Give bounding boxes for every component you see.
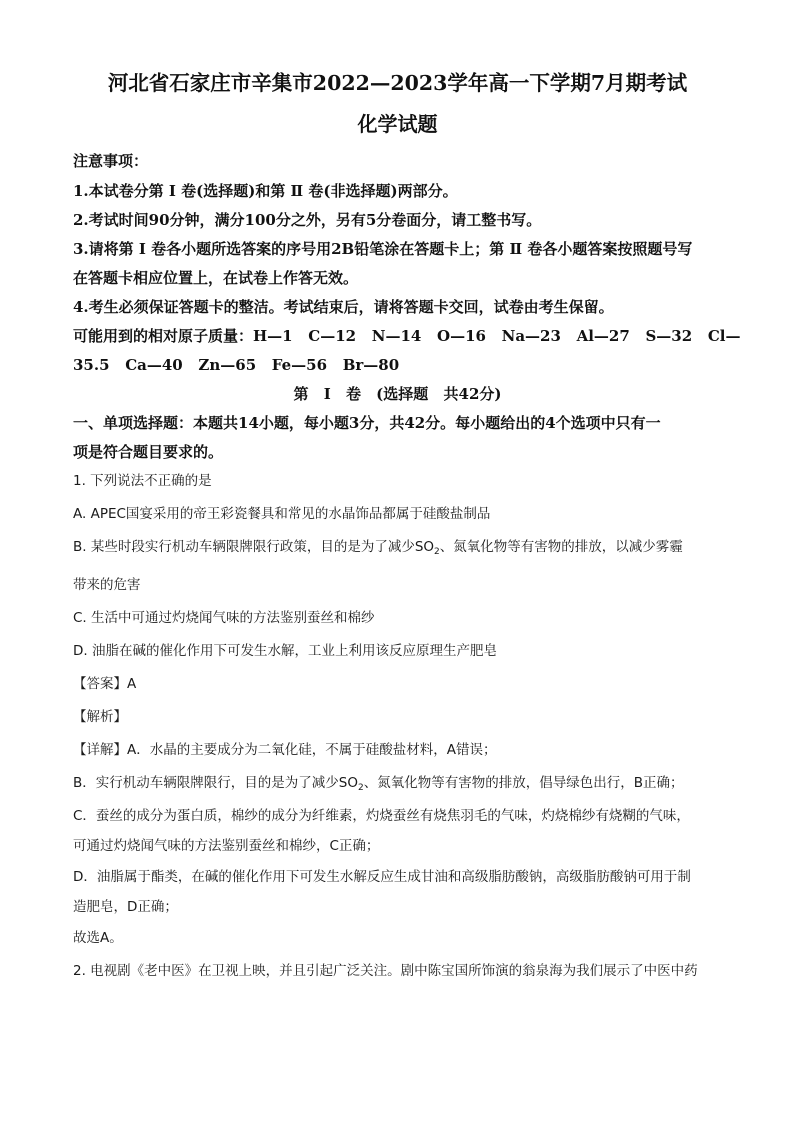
answer-line <box>73 675 722 694</box>
section-instruction <box>73 413 722 462</box>
detail-c-line-2: 可通过灼烧闻气味的方法鉴别蚕丝和棉纱，C正确； <box>73 838 380 854</box>
note-item-3-line-2: 在答题卡相应位置上，在试卷上作答无效。 <box>73 269 359 287</box>
detail-a <box>73 741 722 760</box>
note-item-3-line-1: 3.请将第 Ⅰ 卷各小题所选答案的序号用2B铅笔涂在答题卡上；第 Ⅱ 卷各小题答案按照题号写 <box>73 240 693 258</box>
detail-b-subscript: 2 <box>357 783 364 793</box>
question-1-option-b-cont: 带来的危害 <box>73 577 141 593</box>
note-item-4: 4.考生必须保证答题卡的整洁。考试结束后，请将答题卡交回，试卷由考生保留。 <box>73 298 614 316</box>
question-1-stem: 1. 下列说法不正确的是 <box>73 473 212 489</box>
detail-d <box>73 868 722 917</box>
option-b-subscript: 2 <box>434 547 440 557</box>
atomic-masses-line-2: 35.5 Ca—40 Zn—65 Fe—56 Br—80 <box>73 356 400 374</box>
section-instruction-line-1: 一、单项选择题：本题共14小题，每小题3分，共42分。每小题给出的4个选项中只有一 <box>73 414 661 432</box>
detail-b-post: 、氮氧化物等有害物的排放，倡导绿色出行，B正确； <box>363 775 684 791</box>
detail-c-line-1: C．蚕丝的成分为蛋白质，棉纱的成分为纤维素，灼烧蚕丝有烧焦羽毛的气味，灼烧棉纱有烧糊的气味， <box>73 808 690 824</box>
detail-b <box>73 774 722 793</box>
note-item-2: 2.考试时间90分钟，满分100分之外，另有5分卷面分，请工整书写。 <box>73 211 542 229</box>
detail-c <box>73 807 722 856</box>
note-item-3 <box>73 239 722 288</box>
exam-subtitle: 化学试题 <box>357 112 438 136</box>
question-1-option-d: D. 油脂在碱的催化作用下可发生水解，工业上利用该反应原理生产肥皂 <box>73 643 497 659</box>
question-1-option-b <box>73 538 722 595</box>
answer-label: 【答案】 <box>73 676 127 692</box>
question-2-stem: 2. 电视剧《老中医》在卫视上映，并且引起广泛关注。剧中陈宝国所饰演的翁泉海为我们展示了中医中药 <box>73 963 698 979</box>
option-b-pre: B. 某些时段实行机动车辆限牌限行政策，目的是为了减少SO <box>73 539 435 555</box>
question-1-option-c: C. 生活中可通过灼烧闻气味的方法鉴别蚕丝和棉纱 <box>73 610 375 626</box>
atomic-masses-line-1: 可能用到的相对原子质量：H—1 C—12 N—14 O—16 Na—23 Al—27 S—32 Cl— <box>73 327 741 345</box>
note-item-1: 1.本试卷分第 Ⅰ 卷(选择题)和第 Ⅱ 卷(非选择题)两部分。 <box>73 182 458 200</box>
atomic-masses <box>73 326 741 375</box>
detail-d-line-1: D．油脂属于酯类，在碱的催化作用下可发生水解反应生成甘油和高级脂肪酸钠，高级脂肪酸钠可用于制 <box>73 869 691 885</box>
detail-label: 【详解】 <box>73 742 127 758</box>
question-1-option-a: A. APEC国宴采用的帝王彩瓷餐具和常见的水晶饰品都属于硅酸盐制品 <box>73 506 491 522</box>
detail-d-line-2: 造肥皂，D正确； <box>73 899 178 915</box>
section-instruction-line-2: 项是符合题目要求的。 <box>73 443 224 461</box>
detail-b-pre: B．实行机动车辆限牌限行，目的是为了减少SO <box>73 775 358 791</box>
option-b-post: 、氮氧化物等有害物的排放，以减少雾霾 <box>439 539 683 555</box>
notes-heading: 注意事项： <box>73 152 149 170</box>
conclusion: 故选A。 <box>73 930 123 946</box>
analysis-label: 【解析】 <box>73 709 127 725</box>
answer-value: A <box>127 676 137 692</box>
question-1-option-b-text <box>73 539 683 555</box>
exam-title: 河北省石家庄市辛集市2022—2023学年高一下学期7月期考试 <box>107 71 688 95</box>
detail-a-text: A．水晶的主要成分为二氧化硅，不属于硅酸盐材料，A错误； <box>127 742 497 758</box>
section-heading: 第 Ⅰ 卷 (选择题 共42分) <box>293 385 502 403</box>
